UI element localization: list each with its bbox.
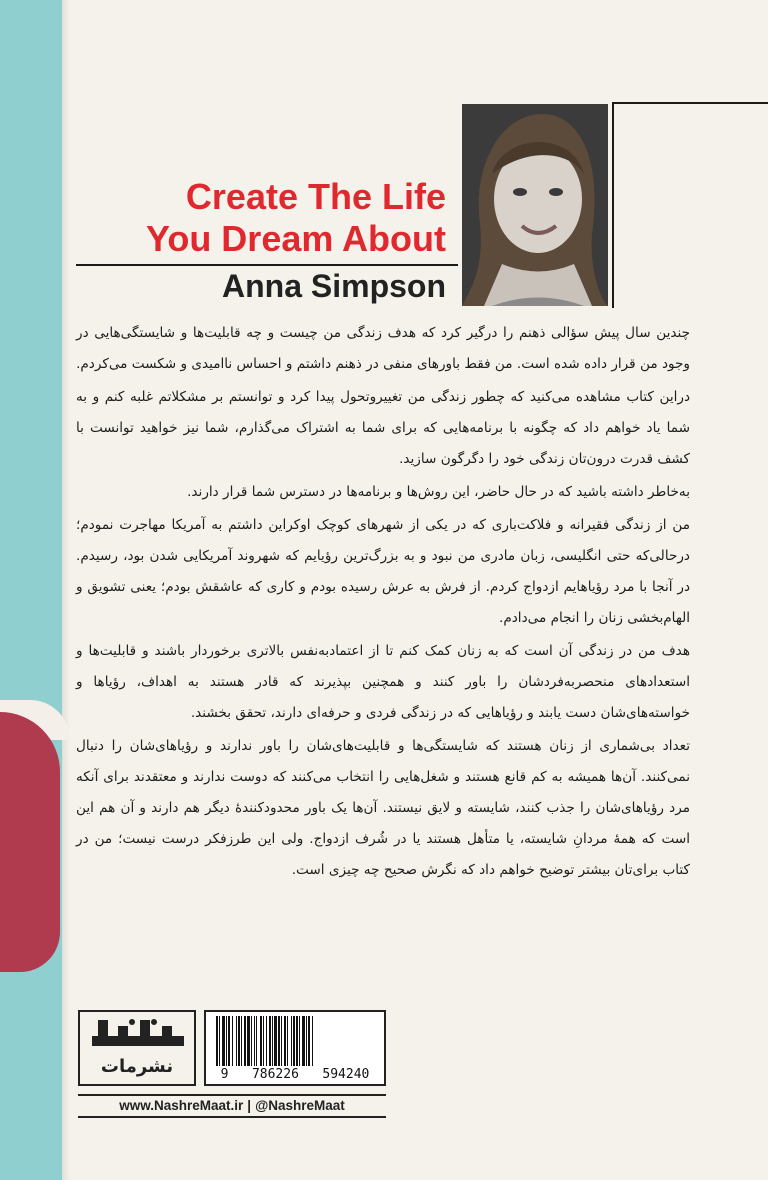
barcode-bar	[281, 1016, 282, 1066]
isbn-prefix: 9	[220, 1067, 229, 1082]
isbn-group-2: 594240	[322, 1067, 370, 1082]
barcode-bar	[238, 1016, 240, 1066]
barcode-bar	[228, 1016, 230, 1066]
barcode-bar	[236, 1016, 237, 1066]
blurb-paragraph: هدف من در زندگی آن است که به زنان کمک کنم تا از اعتمادبه‌نفس بالاتری برخوردار باشند و قابلیت‌ها و استعدادهای منحصربه‌فردشان را باور کنند و همچنین بپذیرند که قادر هستند به اهداف، رؤیاها و خواسته‌های‌شان دست یابند و رؤیاهایی که در زندگی فردی و حرفه‌ای دارند، تحقق بخشند.	[76, 643, 690, 721]
barcode-bar	[272, 1016, 273, 1066]
publisher-name: نشرمات	[100, 1056, 174, 1077]
barcode-bar	[256, 1016, 257, 1066]
spine-shadow	[62, 0, 70, 1180]
barcode-bar	[291, 1016, 292, 1066]
barcode-bar	[222, 1016, 225, 1066]
barcode-bar	[219, 1016, 220, 1066]
barcode-bar	[293, 1016, 295, 1066]
publisher-logo-mark	[88, 1016, 188, 1054]
barcode-bar	[241, 1016, 242, 1066]
barcode-bar	[232, 1016, 233, 1066]
isbn-group-1: 786226	[251, 1067, 299, 1082]
barcode-bar	[299, 1016, 300, 1066]
publisher-contact	[78, 1094, 386, 1118]
barcode-bar	[287, 1016, 288, 1066]
barcode-bar	[244, 1016, 246, 1066]
barcode-bar	[260, 1016, 262, 1066]
barcode-bar	[274, 1016, 277, 1066]
barcode-bar	[247, 1016, 250, 1066]
blurb-paragraph: دراین کتاب مشاهده می‌کنید که چطور زندگی من تغییروتحول پیدا کرد و توانستم بر مشکلاتم غلبه کنم و به شما یاد خواهم داد که چگونه با برنامه‌هایی که برای شما به اشتراک می‌گذارم، شما نیز خواهید توانست با کشف قدرت درون‌تان زندگی خود را دگرگون سازید.	[76, 389, 690, 467]
barcode-bar	[278, 1016, 280, 1066]
book-title	[146, 176, 446, 260]
barcode-bar	[284, 1016, 286, 1066]
barcode-bar	[269, 1016, 271, 1066]
barcode-bar	[308, 1016, 310, 1066]
author-photo	[462, 104, 608, 306]
isbn-number	[210, 1067, 380, 1082]
book-title-line-2: You Dream About	[145, 218, 446, 259]
barcode-bar	[302, 1016, 305, 1066]
blurb-paragraph: چندین سال پیش سؤالی ذهنم را درگیر کرد که هدف زندگی من چیست و چه قابلیت‌ها و شایستگی‌هایی در وجود من قرار داده شده است. من فقط باورهای منفی در ذهنم داشتم و احساس ناامیدی و شکست می‌کردم.	[76, 325, 690, 372]
blurb-paragraph: به‌خاطر داشته باشید که در حال حاضر، این روش‌ها و برنامه‌ها در دسترس شما قرار دارند.	[187, 484, 690, 500]
publisher-social-handle[interactable]: @NashreMaat	[255, 1098, 345, 1113]
barcode-bar	[226, 1016, 227, 1066]
barcode-bars	[214, 1016, 378, 1066]
barcode-bar	[254, 1016, 255, 1066]
red-sleeve-graphic	[0, 712, 60, 972]
book-title-line-1: Create The Life	[185, 176, 446, 217]
barcode-bar	[263, 1016, 264, 1066]
spine-panel	[0, 0, 62, 1180]
barcode-bar	[216, 1016, 218, 1066]
publisher-logo	[78, 1010, 196, 1086]
frame-line-horizontal	[612, 102, 768, 104]
barcode-bar	[266, 1016, 267, 1066]
barcode-bar	[296, 1016, 298, 1066]
frame-line-vertical	[612, 102, 614, 308]
publisher-website[interactable]: www.NashreMaat.ir	[119, 1098, 244, 1113]
back-cover-blurb	[76, 318, 690, 888]
barcode-bar	[312, 1016, 313, 1066]
contact-separator: |	[247, 1098, 252, 1113]
blurb-paragraph: من از زندگی فقیرانه و فلاکت‌باری که در یکی از شهرهای کوچک اوکراین داشتم به آمریکا مهاجرت نمودم؛ درحالی‌که حتی انگلیسی، زبان مادری من نبود و به بزرگ‌ترین رؤیایم که شهروند آمریکایی شدن بود، رسیدم. در آنجا با مرد رؤیاهایم ازدواج کردم. از فرش به عرش رسیده بودم و کاری که عاشقش بودم؛ یعنی تشویق و الهام‌بخشی زنان را انجام می‌دادم.	[76, 517, 690, 626]
blurb-paragraph: تعداد بی‌شماری از زنان هستند که شایستگی‌ها و قابلیت‌های‌شان را باور ندارند و رؤیاهای‌شان را دنبال نمی‌کنند. آن‌ها همیشه به کم قانع هستند و شغل‌هایی را انتخاب می‌کنند که دوست ندارند و معتقدند برای آنکه مرد رؤیاهای‌شان را جذب کنند، شایسته و لایق نیستند. آن‌ها یک باور محدودکنندهٔ دیگر هم دارند و آن هم این است که همهٔ مردانِ شایسته، یا متأهل هستند یا در شُرف ازدواج. ولی این طرزفکر درست نیست؛ من در کتاب برای‌تان بیشتر توضیح خواهم داد که نگرش صحیح چه چیزی است.	[76, 738, 690, 878]
isbn-barcode	[204, 1010, 386, 1086]
barcode-bar	[251, 1016, 252, 1066]
barcode-bar	[306, 1016, 307, 1066]
author-name: Anna Simpson	[221, 268, 446, 304]
